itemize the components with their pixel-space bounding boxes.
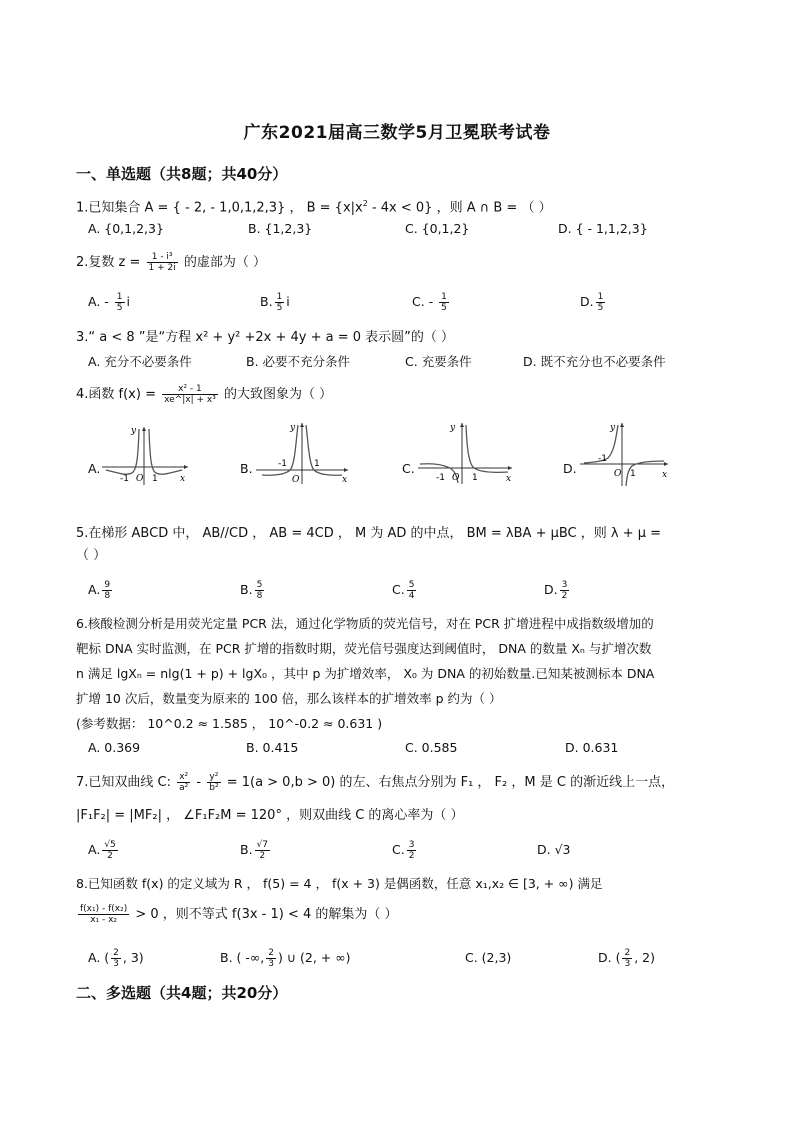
tick-one: 1 [472, 473, 478, 483]
q4-graph-b [254, 420, 352, 486]
curve-right [466, 425, 508, 472]
tick-neg-one: -1 [120, 474, 129, 484]
hyperbola-y-term: $\frac{\text{y²}}{\text{b²}}$ [209, 772, 219, 793]
q4-option-d[interactable]: D. [563, 461, 577, 476]
q2-stem: 2.复数 z = $\frac{\text{1 - i³}}{1 + 2i}$ 的虚部为（ ） [76, 252, 267, 273]
q5-stem: 5.在梯形 ABCD 中， AB//CD ， AB = 4CD ， M 为 AD 的中点， BM = λBA + μBC ，则 λ + μ = [76, 526, 662, 541]
tick-one: 1 [152, 474, 158, 484]
axis-label-y: y [450, 423, 456, 433]
axis-label-y: y [131, 426, 137, 436]
q6-option-a[interactable]: A. 0.369 [88, 740, 141, 755]
q5-stem-cont: （ ） [76, 548, 107, 563]
q8-line-2: $\frac{\text{f(x₁) - f(x₂)}}{\text{x₁ - x₂}}$ > 0 ，则不等式 f(3x - 1) < 4 的解集为（ ） [80, 904, 398, 925]
q4-option-a[interactable]: A. [88, 461, 101, 476]
tick-one: 1 [630, 469, 636, 479]
tick-neg-one: -1 [598, 454, 607, 464]
axis-label-y: y [610, 423, 616, 433]
q4-stem: 4.函数 f(x) = $\frac{\text{x² - 1}}{\text{xe\textasciicircum{}|x| + x³}}$ 的大致图象为（ ） [76, 384, 333, 405]
q7-option-c[interactable]: C. $\frac{3}{2}$ [392, 840, 415, 861]
q6-line-4: 扩增 10 次后，数量变为原来的 100 倍，那么该样本的扩增效率 p 约为（ ） [76, 691, 502, 706]
origin-label: O [136, 474, 144, 484]
q2-option-a[interactable]: A. - $\frac{1}{5}$ i [88, 292, 130, 313]
q7-line-1: 7.已知双曲线 C: $\frac{\text{x²}}{\text{a²}}$ - $\frac{\text{y²}}{\text{b²}}$ = 1(a > 0,b > 0) 的左、右焦点分别为 F₁ ， F₂ ，M 是 C 的渐近线上一点， [76, 772, 675, 793]
section-multiple-choice: 二、多选题（共4题；共20分） [76, 984, 288, 1002]
q1-option-b[interactable]: B. {1,2,3} [248, 221, 313, 236]
curve-right [306, 425, 342, 475]
axis-label-x: x [506, 474, 512, 484]
x-axis-arrow [184, 465, 188, 469]
q2-option-c[interactable]: C. - $\frac{1}{5}$ [412, 292, 447, 313]
y-axis-arrow [620, 423, 624, 427]
y-axis-arrow [142, 427, 146, 431]
q8-option-b[interactable]: B. ( -∞, $\frac{2}{3}$ ) ∪ (2, + ∞) [220, 948, 351, 969]
q2-option-d[interactable]: D. $\frac{1}{5}$ [580, 292, 604, 313]
q8-line-1: 8.已知函数 f(x) 的定义域为 R ， f(5) = 4 ， f(x + 3) 是偶函数，任意 x₁,x₂ ∈ [3, + ∞) 满足 [76, 876, 603, 891]
origin-label: O [292, 475, 300, 485]
x-axis-arrow [344, 468, 348, 472]
q5-option-c[interactable]: C. $\frac{5}{4}$ [392, 580, 415, 601]
q5-option-d[interactable]: D. $\frac{3}{2}$ [544, 580, 568, 601]
q1-option-d[interactable]: D. { - 1,1,2,3} [558, 221, 648, 236]
tick-neg-one: -1 [278, 459, 287, 469]
page-title: 广东2021届高三数学5月卫冕联考试卷 [243, 123, 551, 143]
tick-one: 1 [314, 459, 320, 469]
q3-stem: 3.“ a < 8 ”是“方程 x² + y² +2x + 4y + a = 0 表示圆”的（ ） [76, 330, 455, 345]
hyperbola-x-term: $\frac{\text{x²}}{\text{a²}}$ [179, 772, 189, 793]
q8-option-a[interactable]: A. ( $\frac{2}{3}$ , 3) [88, 948, 144, 969]
q8-option-c[interactable]: C. (2,3) [465, 950, 512, 965]
x-axis-arrow [508, 466, 512, 470]
y-axis-arrow [460, 423, 464, 427]
q5-option-a[interactable]: A. $\frac{9}{8}$ [88, 580, 111, 601]
q4-graph-c [416, 420, 516, 486]
q5-option-b[interactable]: B. $\frac{5}{8}$ [240, 580, 263, 601]
x-axis-arrow [664, 462, 668, 466]
q7-option-b[interactable]: B. $\frac{√7}{2}$ [240, 840, 269, 861]
origin-label: O [452, 473, 460, 483]
q4-graph-a [100, 423, 192, 487]
q7-line-2: |F₁F₂| = |MF₂| ， ∠F₁F₂M = 120° ，则双曲线 C 的离心率为（ ） [76, 808, 464, 823]
q3-option-a[interactable]: A. 充分不必要条件 [88, 354, 192, 369]
axis-label-x: x [662, 470, 668, 480]
q3-option-d[interactable]: D. 既不充分也不必要条件 [523, 354, 666, 369]
q1-stem: 1.已知集合 A = { - 2, - 1,0,1,2,3} ， $B = \{x|x^2 - 4x < 0\}$ ，则 A ∩ B = （ ） [76, 199, 552, 216]
q6-reference-data: (参考数据： 10^0.2 ≈ 1.585 ， 10^-0.2 ≈ 0.631 ) [76, 716, 383, 731]
q7-option-d[interactable]: D. √3 [537, 842, 571, 857]
q8-option-d[interactable]: D. ( $\frac{2}{3}$ , 2) [598, 948, 655, 969]
q6-option-c[interactable]: C. 0.585 [405, 740, 458, 755]
q3-option-c[interactable]: C. 充要条件 [405, 354, 472, 369]
section-single-choice: 一、单选题（共8题；共40分） [76, 165, 288, 183]
q4-graph-d [578, 420, 672, 488]
q6-line-1: 6.核酸检测分析是用荧光定量 PCR 法，通过化学物质的荧光信号，对在 PCR 扩增进程中成指数级增加的 [76, 616, 654, 631]
q2-option-b[interactable]: B. $\frac{1}{5}$ i [260, 292, 290, 313]
q4-option-b[interactable]: B. [240, 461, 253, 476]
q4-option-c[interactable]: C. [402, 461, 415, 476]
axis-label-y: y [290, 423, 296, 433]
axis-label-x: x [342, 475, 348, 485]
origin-label: O [614, 469, 622, 479]
q1-option-c[interactable]: C. {0,1,2} [405, 221, 470, 236]
q6-option-b[interactable]: B. 0.415 [246, 740, 299, 755]
q7-option-a[interactable]: A. $\frac{√5}{2}$ [88, 840, 116, 861]
axis-label-x: x [180, 474, 186, 484]
q6-option-d[interactable]: D. 0.631 [565, 740, 619, 755]
q6-line-3: n 满足 lgXₙ = nlg(1 + p) + lgX₀ ，其中 p 为扩增效率， X₀ 为 DNA 的初始数量.已知某被测标本 DNA [76, 666, 655, 681]
y-axis-arrow [300, 423, 304, 427]
tick-neg-one: -1 [436, 473, 445, 483]
q6-line-2: 靶标 DNA 实时监测，在 PCR 扩增的指数时期，荧光信号强度达到阈值时， DNA 的数量 Xₙ 与扩增次数 [76, 641, 652, 656]
q1-option-a[interactable]: A. {0,1,2,3} [88, 221, 164, 236]
q3-option-b[interactable]: B. 必要不充分条件 [246, 354, 351, 369]
